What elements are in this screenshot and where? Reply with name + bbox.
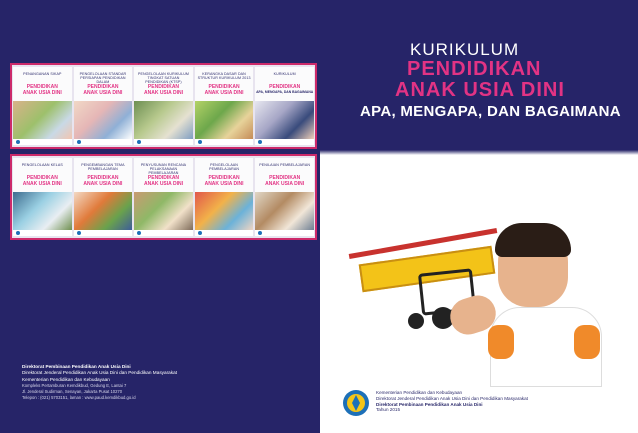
book-pendidikan: PENDIDIKAN [147, 84, 180, 90]
child-hair [495, 223, 571, 257]
book-pendidikan: PENDIDIKAN [26, 175, 58, 181]
book-anak-usia-dini: ANAK USIA DINI [265, 181, 305, 187]
book-logo [13, 230, 72, 236]
book-thumbnail [255, 67, 314, 145]
book-logo [74, 230, 133, 236]
child-sleeve [574, 325, 600, 359]
title-pendidikan: PENDIDIKAN [407, 58, 542, 80]
book-pendidikan: PENDIDIKAN [208, 175, 240, 181]
book-anak-usia-dini: ANAK USIA DINI [22, 181, 62, 187]
book-logo [134, 230, 193, 236]
cover-subtitle: APA, MENGAPA, DAN BAGAIMANA [360, 103, 621, 120]
book-title: PENGELOLAAN STANDAR PERSIAPAN PENDIDIKAN DALAM [79, 72, 127, 85]
book-photo [74, 192, 133, 230]
publisher-block [342, 388, 602, 424]
book-anak-usia-dini: ANAK USIA DINI [143, 181, 183, 187]
book-title: PENGELOLAAN KELAS [21, 163, 63, 167]
book-thumbnail [255, 158, 314, 236]
book-logo [13, 139, 72, 145]
book-title: KERANGKA DASAR DAN STRUKTUR KURIKULUM 2013 [197, 72, 251, 81]
book-pendidikan: PENDIDIKAN [26, 84, 58, 90]
book-subtitle: APA, MENGAPA, DAN BAGAIMANA [256, 90, 314, 94]
address-line-1: Kompleks Pertamburan Kemdikbud, Gedung E, Lantai 7 [22, 382, 127, 388]
book-pendidikan: PENDIDIKAN [269, 175, 301, 181]
book-photo [13, 192, 72, 230]
book-photo [13, 101, 72, 139]
book-thumbnail [74, 158, 133, 236]
book-title: PENYUSUNAN RENCANA PELAKSANAAN PEMBELAJARAN [140, 163, 187, 176]
book-pendidikan: PENDIDIKAN [87, 175, 119, 181]
book-title: KURIKULUM [273, 72, 296, 76]
book-title: PENGELOLAAN PEMBELAJARAN [209, 163, 240, 172]
book-thumbnail [13, 158, 72, 236]
book-pendidikan: PENDIDIKAN [87, 84, 119, 90]
book-series-row-2 [10, 154, 317, 240]
book-photo [255, 192, 314, 230]
tut-wuri-handayani-logo-icon [342, 389, 370, 417]
book-anak-usia-dini: ANAK USIA DINI [204, 181, 244, 187]
book-logo [134, 139, 193, 145]
title-anak-usia-dini: ANAK USIA DINI [395, 79, 565, 101]
title-kurikulum: KURIKULUM [410, 40, 520, 59]
book-thumbnail [134, 158, 193, 236]
book-thumbnail [134, 67, 193, 145]
book-thumbnail [195, 67, 254, 145]
book-pendidikan: PENDIDIKAN [269, 84, 301, 90]
ministry-name: Kementerian Pendidikan dan Kebudayaan [22, 376, 110, 382]
book-pendidikan: PENDIDIKAN [208, 84, 240, 90]
book-logo [195, 139, 254, 145]
book-photo [195, 101, 254, 139]
book-logo [74, 139, 133, 145]
book-title: PENGEMBANGAN TEMA PEMBELAJARAN [81, 163, 125, 172]
book-title: PENILAIAN PEMBELAJARAN [259, 163, 311, 167]
directorate-general-name: Direktorat Jenderal Pendidikan Anak Usia Dini dan Pendidikan Masyarakat [22, 370, 178, 376]
book-title: PENGELOLAAN KURIKULUM TINGKAT SATUAN PENDIDIKAN (KTSP) [137, 72, 189, 85]
book-anak-usia-dini: ANAK USIA DINI [22, 90, 62, 96]
book-photo [195, 192, 254, 230]
directorate-name: Direktorat Pembinaan Pendidikan Anak Usia Dini [22, 364, 131, 369]
publisher-ministry: Kementerian Pendidikan dan Kebudayaan [376, 390, 463, 395]
book-title: PENANGANAN SIKAP [23, 72, 62, 76]
book-photo [134, 192, 193, 230]
book-anak-usia-dini: ANAK USIA DINI [143, 90, 183, 96]
book-anak-usia-dini: ANAK USIA DINI [83, 181, 123, 187]
book-thumbnail [195, 158, 254, 236]
book-photo [255, 101, 314, 139]
book-logo [255, 139, 314, 145]
book-anak-usia-dini: ANAK USIA DINI [204, 90, 244, 96]
book-anak-usia-dini: ANAK USIA DINI [83, 90, 123, 96]
toy-wheel [408, 313, 424, 329]
publisher-directorate-general: Direktorat Jenderal Pendidikan Anak Usia Dini dan Pendidikan Masyarakat [376, 395, 528, 401]
book-logo [195, 230, 254, 236]
book-pendidikan: PENDIDIKAN [147, 175, 180, 181]
publication-year: Tahun 2015 [376, 407, 401, 413]
book-photo [134, 101, 193, 139]
book-thumbnail [74, 67, 133, 145]
book-series-row-1 [10, 63, 317, 149]
book-photo [74, 101, 133, 139]
front-cover [320, 0, 638, 433]
child-sleeve [488, 325, 514, 359]
publisher-directorate: Direktorat Pembinaan Pendidikan Anak Usia Dini [376, 401, 483, 407]
cover-photo-child-with-toy [340, 215, 610, 385]
book-logo [255, 230, 314, 236]
publisher-address-block [22, 364, 177, 402]
address-line-2: Jl. Jenderal Sudirman, Senayan, Jakarta Pusat 10270 [22, 389, 123, 395]
book-thumbnail [13, 67, 72, 145]
contact-line: Telepon : (021) 5703151, laman : www.paud.kemdikbud.go.id [22, 395, 136, 401]
